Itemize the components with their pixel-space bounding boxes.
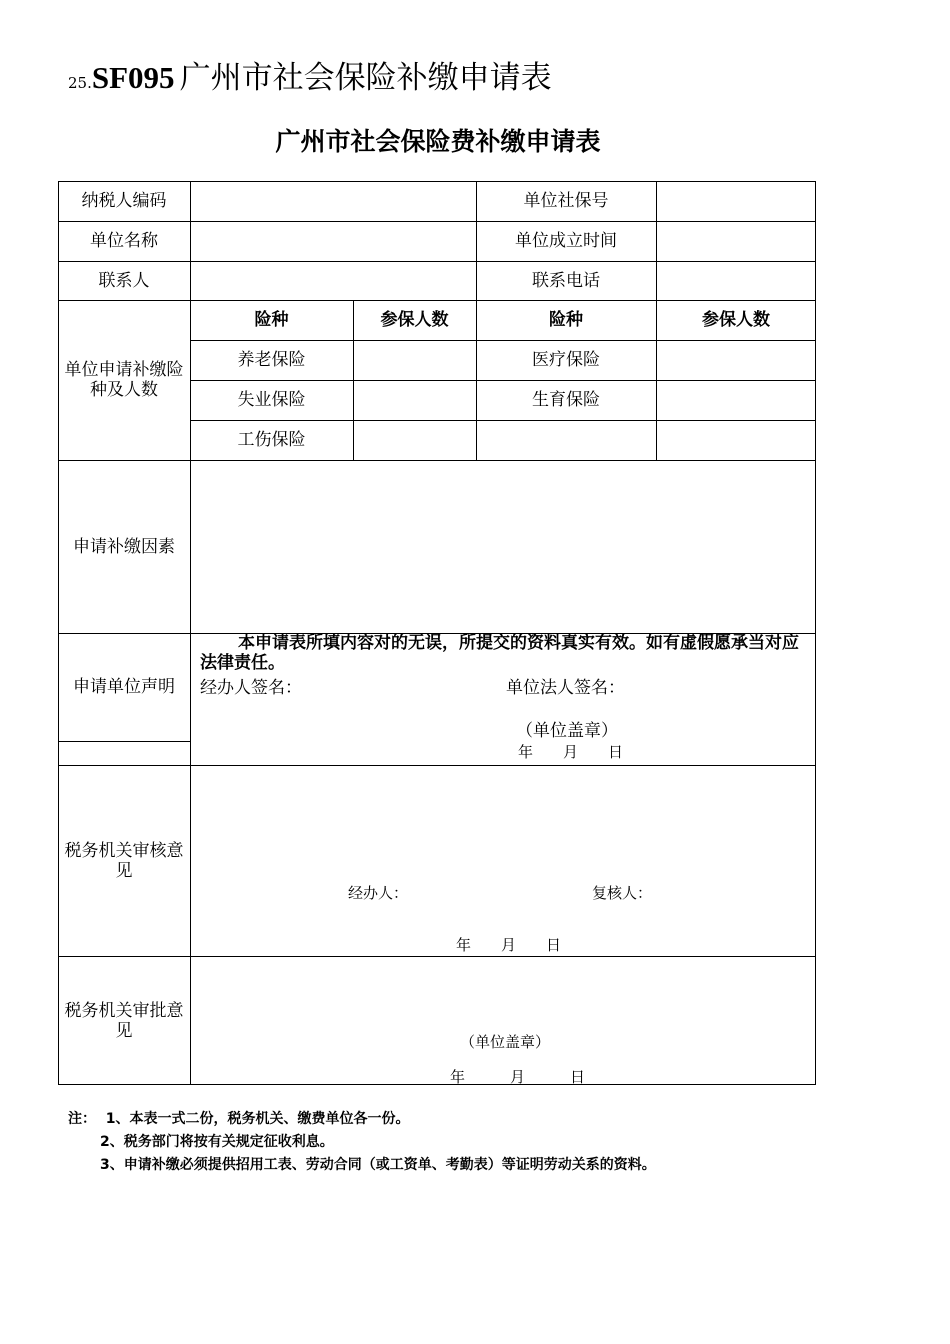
- unemployment-count-field[interactable]: [354, 380, 476, 420]
- heading-code: SF095: [91, 60, 175, 95]
- taxpayer-code-label: 纳税人编码: [81, 191, 167, 211]
- unit-name-label: 单位名称: [90, 231, 158, 251]
- unit-ss-no-label: 单位社保号: [523, 191, 609, 211]
- maternity-insurance-label: 生育保险: [532, 390, 600, 410]
- work-injury-count-field[interactable]: [354, 420, 476, 460]
- contact-field[interactable]: [191, 261, 476, 300]
- contact-phone-field[interactable]: [657, 261, 816, 300]
- approval-seal-label: （单位盖章）: [460, 1033, 551, 1051]
- unemployment-insurance-label: 失业保险: [237, 390, 306, 410]
- heading-name: 广州市社会保险补缴申请表: [179, 60, 552, 96]
- pension-insurance-label: 养老保险: [237, 350, 306, 370]
- reason-label: 申请补缴因素: [73, 536, 175, 557]
- pension-count-field[interactable]: [354, 340, 476, 380]
- unit-seal-label: （单位盖章）: [516, 721, 618, 741]
- medical-count-field[interactable]: [657, 340, 816, 380]
- unit-founded-field[interactable]: [657, 221, 816, 261]
- note-line: 2、税务部门将按有关规定征收利息。: [100, 1134, 334, 1150]
- declaration-text: 本申请表所填内容对的无误，所提交的资料真实有效。如有虚假愿承当对应法律责任。: [200, 633, 799, 673]
- unit-founded-label: 单位成立时间: [515, 231, 617, 251]
- form-title: 广州市社会保险费补缴申请表: [275, 127, 601, 156]
- taxpayer-code-field[interactable]: [191, 181, 476, 221]
- declaration-label: 申请单位声明: [73, 677, 175, 697]
- handler-signature-label: 经办人签名：: [200, 678, 302, 698]
- reason-field[interactable]: [191, 461, 816, 633]
- declaration-date: 年 月 日: [518, 743, 624, 761]
- review-handler-label: 经办人：: [348, 884, 409, 902]
- document-heading: [68, 52, 552, 97]
- insurance-section-label: 单位申请补缴险种及人数: [64, 360, 184, 400]
- insured-count-header: 参保人数: [380, 310, 449, 330]
- note-line: 注： 1、本表一式二份，税务机关、缴费单位各一份。: [68, 1111, 410, 1127]
- insurance-type-header: 险种: [549, 310, 583, 330]
- review-checker-label: 复核人：: [592, 884, 653, 902]
- tax-approval-label: 税务机关审批意见: [64, 1000, 184, 1041]
- notes: [68, 1108, 656, 1177]
- note-line: 3、申请补缴必须提供招用工表、劳动合同（或工资单、考勤表）等证明劳动关系的资料。: [100, 1157, 656, 1173]
- work-injury-insurance-label: 工伤保险: [237, 430, 306, 450]
- insured-count-header: 参保人数: [702, 310, 770, 330]
- approval-date: 年 月 日: [450, 1068, 586, 1086]
- tax-review-label: 税务机关审核意见: [64, 840, 184, 881]
- contact-phone-label: 联系电话: [532, 270, 600, 291]
- medical-insurance-label: 医疗保险: [532, 350, 600, 370]
- unit-ss-no-field[interactable]: [657, 181, 816, 221]
- maternity-count-field[interactable]: [657, 380, 816, 420]
- heading-number: 25.: [68, 74, 92, 92]
- insurance-type-header: 险种: [254, 310, 289, 330]
- legal-rep-signature-label: 单位法人签名：: [506, 678, 625, 698]
- unit-name-field[interactable]: [191, 221, 476, 261]
- row-divider: [58, 741, 190, 742]
- contact-label: 联系人: [98, 270, 150, 291]
- review-date: 年 月 日: [456, 936, 562, 954]
